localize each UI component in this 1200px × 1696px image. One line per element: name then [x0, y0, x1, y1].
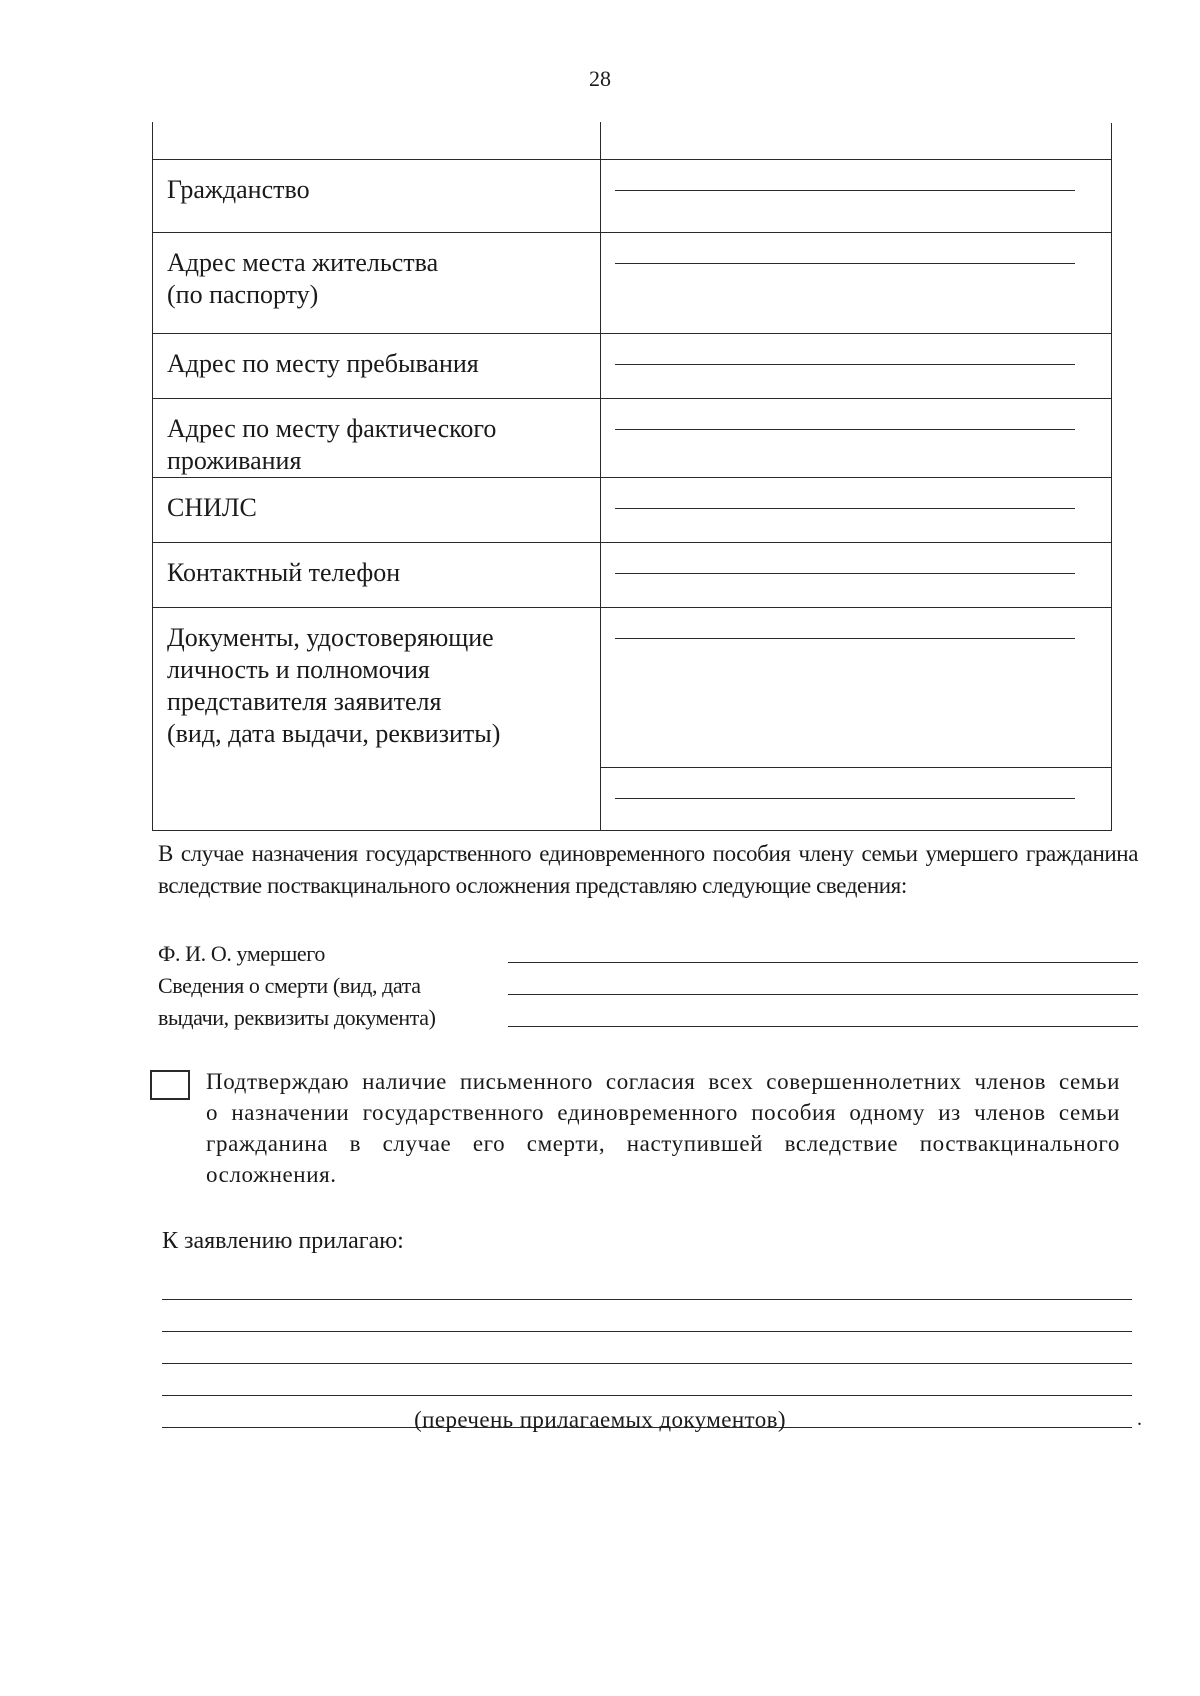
table-row-phone: [153, 542, 1112, 607]
citizenship-label-text: Гражданство: [167, 174, 310, 204]
fill-line: [615, 573, 1075, 574]
death-info-label-line1: Сведения о смерти (вид, дата: [158, 973, 421, 998]
attachments-title: К заявлению прилагаю:: [162, 1228, 404, 1254]
residence-address-label: [153, 232, 601, 333]
attachment-line[interactable]: [162, 1300, 1132, 1332]
fill-line: [615, 508, 1075, 509]
citizenship-value-field[interactable]: [601, 159, 1112, 232]
stay-address-value-field[interactable]: [601, 333, 1112, 398]
actual-address-label: [153, 398, 601, 477]
representative-docs-label-line4: (вид, дата выдачи, реквизиты): [167, 718, 501, 748]
actual-address-value-field[interactable]: [601, 398, 1112, 477]
death-info-input-line-2[interactable]: [508, 1026, 1138, 1027]
deceased-fio-input-line[interactable]: [508, 962, 1138, 963]
attachments-end-mark: .: [1137, 1408, 1142, 1430]
actual-address-label-text: Адрес по месту фактического: [167, 413, 497, 443]
actual-address-label-note: проживания: [167, 445, 302, 475]
table-label-cell: [153, 123, 601, 160]
table-row: [153, 123, 1112, 160]
table-row-stay-address: [153, 333, 1112, 398]
representative-docs-label-line2: личность и полномочия: [167, 654, 430, 684]
death-info-input-line[interactable]: [508, 994, 1138, 995]
table-row-snils: [153, 477, 1112, 542]
representative-docs-label-line3: представителя заявителя: [167, 686, 442, 716]
snils-label-text: СНИЛС: [167, 492, 257, 522]
deceased-intro-paragraph: В случае назначения государственного единовременного пособия члену семьи умершего гражданина вследствие поствакцинального осложнения представляю следующие сведения:: [158, 841, 1138, 898]
consent-checkbox[interactable]: [150, 1070, 190, 1100]
attachment-line[interactable]: [162, 1364, 1132, 1396]
table-row-actual-address: [153, 398, 1112, 477]
fill-line: [615, 190, 1075, 191]
stay-address-label: [153, 333, 601, 398]
representative-docs-label: [153, 607, 601, 830]
attachments-caption: (перечень прилагаемых документов): [414, 1407, 786, 1432]
consent-text: Подтверждаю наличие письменного согласия всех совершеннолетних членов семьи о назначении государственного единовременного пособия одному из членов семьи гражданина в случае его смерти, наступившей вследствие поствакцинального осложнения.: [206, 1069, 1120, 1187]
fill-line: [615, 263, 1075, 264]
fill-line: [615, 638, 1075, 639]
page-number: 28: [589, 66, 611, 91]
attachment-line[interactable]: [162, 1268, 1132, 1300]
consent-block: [150, 1066, 1120, 1190]
fill-line: [615, 429, 1075, 430]
snils-label: [153, 477, 601, 542]
fill-line: [615, 798, 1075, 799]
representative-docs-extra-field[interactable]: [601, 767, 1112, 830]
table-row-citizenship: [153, 159, 1112, 232]
stay-address-label-text: Адрес по месту пребывания: [167, 348, 479, 378]
attachments-lines: [162, 1268, 1142, 1430]
residence-address-label-note: (по паспорту): [167, 279, 319, 309]
death-info-label-line2: выдачи, реквизиты документа): [158, 1005, 436, 1030]
phone-label: [153, 542, 601, 607]
deceased-info-fields: [158, 938, 1138, 1034]
phone-label-text: Контактный телефон: [167, 557, 401, 587]
citizenship-label: [153, 159, 601, 232]
table-row-representative-docs: [153, 607, 1112, 767]
representative-docs-value-field[interactable]: [601, 607, 1112, 767]
deceased-fio-row: [158, 938, 1138, 970]
death-info-row-2: [158, 1002, 1138, 1034]
phone-value-field[interactable]: [601, 542, 1112, 607]
applicant-info-table: [152, 122, 1112, 831]
deceased-fio-label: Ф. И. О. умершего: [158, 941, 325, 966]
residence-address-label-text: Адрес места жительства: [167, 247, 439, 277]
attachment-line[interactable]: [162, 1332, 1132, 1364]
residence-address-value-field[interactable]: [601, 232, 1112, 333]
fill-line: [615, 364, 1075, 365]
snils-value-field[interactable]: [601, 477, 1112, 542]
representative-docs-label-line1: Документы, удостоверяющие: [167, 622, 494, 652]
table-value-cell[interactable]: [601, 123, 1112, 160]
death-info-row: [158, 970, 1138, 1002]
table-row-residence-address: [153, 232, 1112, 333]
